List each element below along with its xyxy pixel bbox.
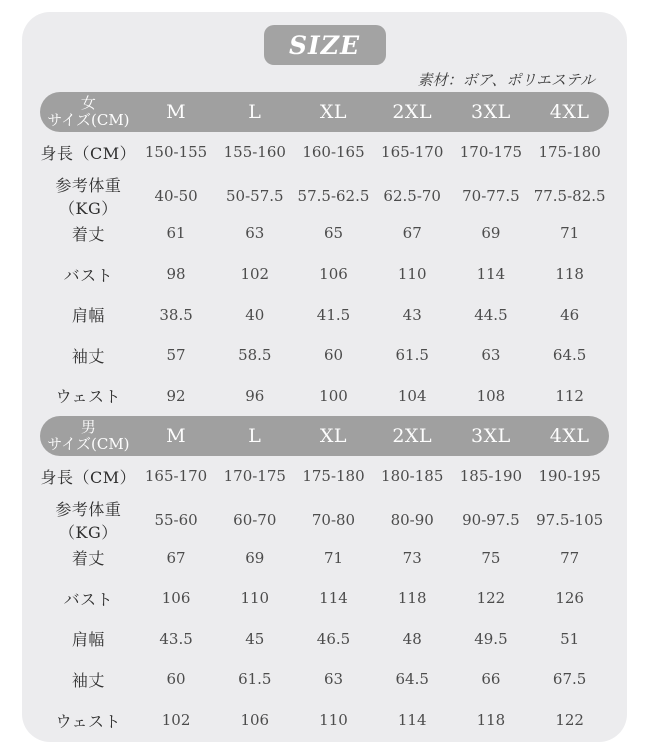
row-label: 参考体重（KG）	[55, 499, 122, 542]
cell-value: 55-60	[154, 510, 198, 529]
table-row	[40, 173, 609, 218]
cell-value: 50-57.5	[226, 186, 284, 205]
table-row	[40, 659, 609, 700]
row-label: 袖丈	[71, 670, 105, 690]
cell-value: 65	[323, 224, 344, 243]
row-label: 袖丈	[71, 346, 105, 366]
row-label: バスト	[63, 265, 114, 285]
table-row	[40, 619, 609, 660]
table-header-label	[40, 95, 137, 129]
cell-value: 61.5	[238, 670, 272, 689]
table-rows	[40, 456, 609, 740]
cell-value: 90-97.5	[462, 510, 520, 529]
size-column-header: 4XL	[549, 101, 590, 123]
row-label: 身長（CM）	[40, 467, 137, 487]
cell-value: 114	[476, 265, 506, 284]
size-column-header: 4XL	[549, 425, 590, 448]
cell-value: 69	[245, 548, 265, 567]
cell-value: 114	[319, 589, 348, 608]
table-header-label	[40, 419, 137, 453]
cell-value: 51	[560, 629, 580, 648]
cell-value: 106	[161, 589, 191, 608]
cell-value: 170-175	[459, 143, 523, 162]
size-column-header: L	[248, 425, 262, 448]
cell-value: 40	[245, 305, 265, 324]
cell-value: 38.5	[159, 305, 193, 324]
cell-value: 43	[402, 305, 422, 324]
cell-value: 108	[476, 386, 506, 405]
row-label: ウェスト	[55, 711, 122, 731]
cell-value: 150-155	[144, 143, 208, 162]
cell-value: 110	[397, 265, 427, 284]
cell-value: 96	[245, 386, 265, 405]
cell-value: 118	[555, 265, 584, 284]
cell-value: 102	[161, 711, 191, 730]
cell-value: 43.5	[159, 629, 193, 648]
size-table-men	[40, 416, 609, 740]
cell-value: 155-160	[223, 143, 286, 162]
cell-value: 58.5	[238, 346, 272, 365]
table-row	[40, 132, 609, 173]
cell-value: 75	[481, 548, 501, 567]
size-title-badge	[264, 25, 386, 65]
cell-value: 71	[560, 224, 580, 243]
cell-value: 64.5	[395, 670, 429, 689]
table-row	[40, 578, 609, 619]
cell-value: 44.5	[474, 305, 508, 324]
unit-label: サイズ(CM)	[47, 435, 130, 454]
table-row	[40, 213, 609, 254]
row-label: 着丈	[71, 224, 105, 244]
gender-label: 女	[80, 94, 96, 113]
cell-value: 126	[555, 589, 584, 608]
table-row	[40, 294, 609, 335]
gender-label: 男	[80, 418, 96, 437]
cell-value: 60-70	[233, 510, 277, 529]
cell-value: 46	[560, 305, 580, 324]
cell-value: 118	[476, 711, 506, 730]
cell-value: 106	[319, 265, 348, 284]
table-row	[40, 497, 609, 542]
cell-value: 63	[323, 670, 344, 689]
cell-value: 62.5-70	[383, 186, 441, 205]
cell-value: 63	[245, 224, 265, 243]
row-label: バスト	[63, 589, 114, 609]
cell-value: 41.5	[316, 305, 351, 324]
size-title: SIZE	[288, 30, 361, 60]
cell-value: 80-90	[390, 510, 434, 529]
unit-label: サイズ(CM)	[47, 111, 130, 129]
cell-value: 77.5-82.5	[533, 186, 606, 205]
cell-value: 122	[476, 589, 506, 608]
cell-value: 180-185	[381, 467, 444, 486]
cell-value: 45	[245, 629, 265, 648]
table-row	[40, 254, 609, 295]
row-label: 着丈	[71, 549, 105, 569]
cell-value: 66	[481, 670, 501, 689]
size-column-header: M	[166, 425, 187, 448]
table-row	[40, 335, 609, 376]
cell-value: 175-180	[302, 467, 365, 486]
cell-value: 67	[166, 548, 186, 567]
cell-value: 112	[555, 386, 584, 405]
row-label: 肩幅	[71, 306, 105, 326]
cell-value: 104	[397, 386, 427, 405]
cell-value: 70-80	[311, 510, 356, 529]
table-row	[40, 376, 609, 417]
size-tables	[40, 92, 609, 740]
cell-value: 118	[397, 589, 427, 608]
cell-value: 122	[555, 711, 584, 730]
size-column-header: XL	[319, 101, 348, 123]
cell-value: 160-165	[302, 143, 365, 162]
table-row	[40, 700, 609, 741]
cell-value: 69	[481, 224, 501, 243]
table-row	[40, 537, 609, 578]
cell-value: 57.5-62.5	[297, 186, 370, 205]
cell-value: 77	[560, 548, 580, 567]
table-header-bar	[40, 416, 609, 456]
cell-value: 70-77.5	[462, 186, 520, 205]
cell-value: 98	[166, 265, 186, 284]
cell-value: 64.5	[552, 346, 587, 365]
cell-value: 175-180	[538, 143, 601, 162]
cell-value: 92	[166, 386, 186, 405]
cell-value: 170-175	[223, 467, 286, 486]
cell-value: 110	[240, 589, 270, 608]
cell-value: 46.5	[316, 629, 351, 648]
cell-value: 71	[323, 548, 344, 567]
cell-value: 100	[319, 386, 348, 405]
size-column-header: L	[248, 101, 262, 123]
cell-value: 61.5	[395, 346, 429, 365]
row-label: 身長（CM）	[40, 143, 137, 163]
cell-value: 97.5-105	[536, 510, 604, 529]
size-column-header: XL	[319, 425, 348, 448]
cell-value: 73	[402, 548, 422, 567]
table-rows	[40, 132, 609, 416]
size-column-header: 2XL	[392, 425, 433, 448]
cell-value: 114	[397, 711, 427, 730]
cell-value: 67	[402, 224, 422, 243]
table-row	[40, 456, 609, 497]
cell-value: 106	[240, 711, 270, 730]
cell-value: 57	[166, 346, 186, 365]
cell-value: 60	[323, 346, 344, 365]
cell-value: 67.5	[552, 670, 587, 689]
cell-value: 40-50	[154, 186, 198, 205]
cell-value: 110	[319, 711, 348, 730]
size-chart-card	[22, 12, 627, 742]
size-column-header: 2XL	[392, 101, 433, 123]
row-label: ウェスト	[55, 387, 122, 407]
size-column-header: 3XL	[471, 101, 511, 123]
material-note: 素材：ボア、ポリエステル	[417, 71, 595, 89]
cell-value: 102	[240, 265, 270, 284]
cell-value: 61	[166, 224, 186, 243]
row-label: 参考体重（KG）	[55, 175, 122, 218]
cell-value: 63	[481, 346, 501, 365]
cell-value: 165-170	[144, 467, 208, 486]
cell-value: 190-195	[538, 467, 601, 486]
cell-value: 48	[402, 629, 422, 648]
table-header-bar	[40, 92, 609, 132]
size-table-women	[40, 92, 609, 416]
cell-value: 185-190	[459, 467, 523, 486]
cell-value: 49.5	[474, 629, 508, 648]
cell-value: 165-170	[381, 143, 444, 162]
size-column-header: M	[166, 101, 187, 123]
row-label: 肩幅	[71, 630, 105, 650]
cell-value: 60	[166, 670, 186, 689]
size-column-header: 3XL	[471, 425, 511, 448]
